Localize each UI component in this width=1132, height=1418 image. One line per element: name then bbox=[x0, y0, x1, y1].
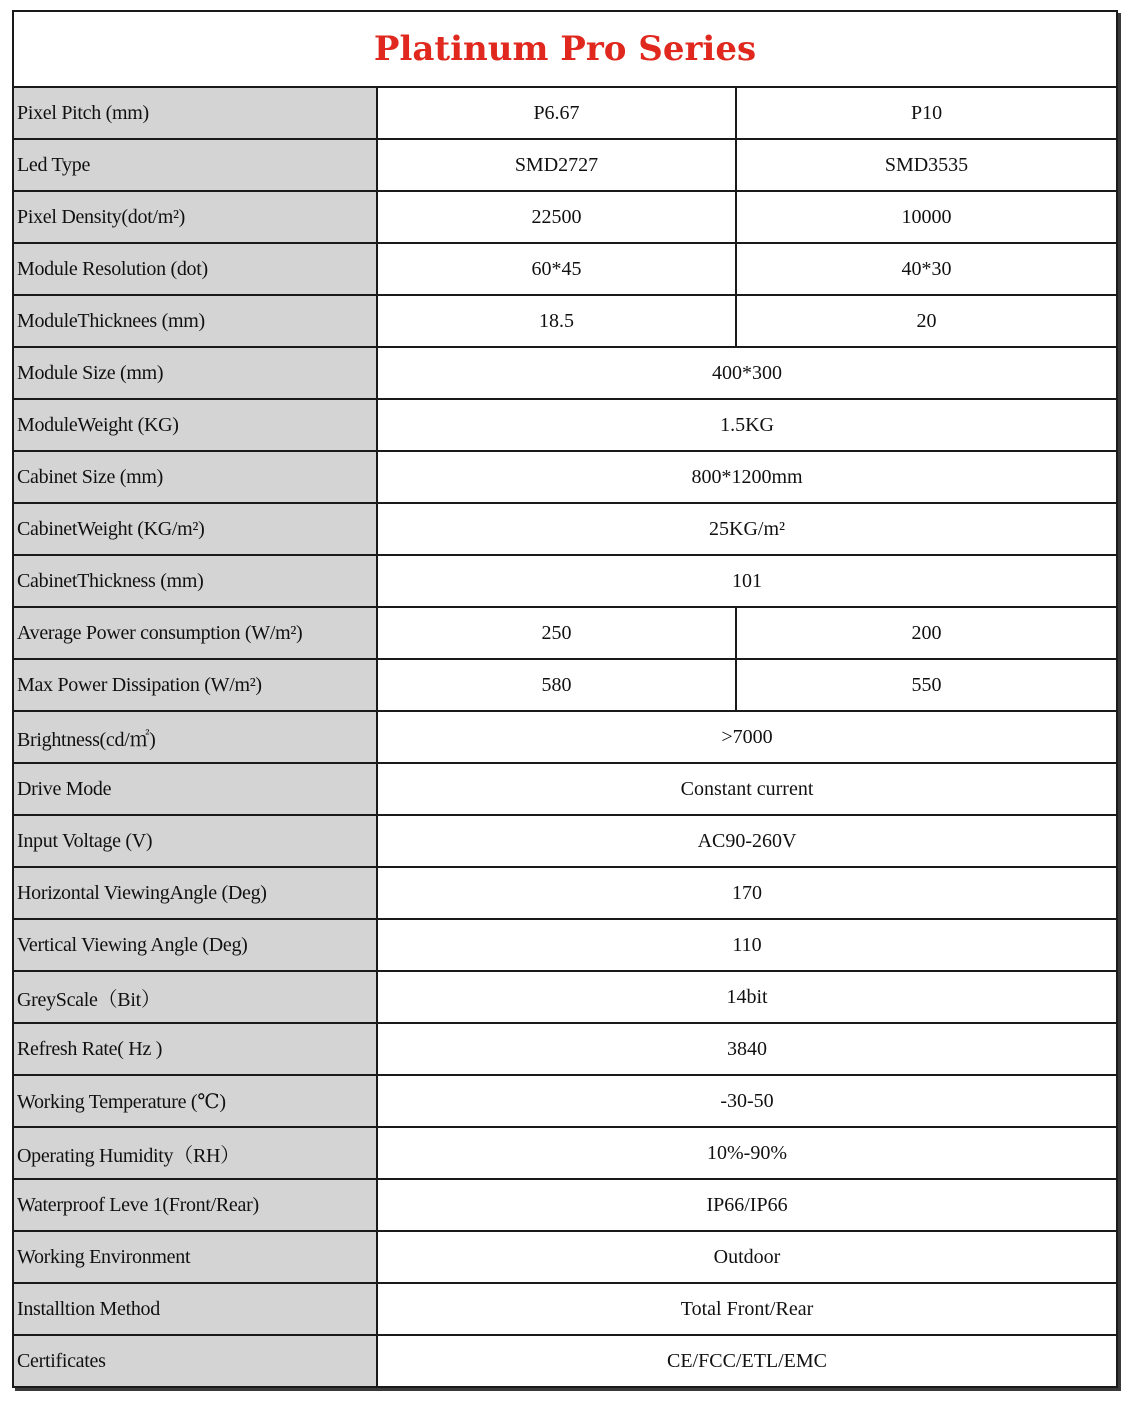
spec-label: Pixel Pitch (mm) bbox=[13, 87, 377, 139]
spec-label: Waterproof Leve 1(Front/Rear) bbox=[13, 1179, 377, 1231]
spec-value: 25KG/m² bbox=[377, 503, 1117, 555]
spec-table bbox=[12, 10, 1118, 1388]
table-row bbox=[13, 243, 1117, 295]
spec-label: Average Power consumption (W/m²) bbox=[13, 607, 377, 659]
table-row bbox=[13, 971, 1117, 1023]
spec-label: Cabinet Size (mm) bbox=[13, 451, 377, 503]
table-row bbox=[13, 139, 1117, 191]
table-row bbox=[13, 555, 1117, 607]
page-title: Platinum Pro Series bbox=[13, 11, 1117, 87]
table-row bbox=[13, 1023, 1117, 1075]
table-row bbox=[13, 451, 1117, 503]
spec-value: IP66/IP66 bbox=[377, 1179, 1117, 1231]
table-row bbox=[13, 1231, 1117, 1283]
spec-value-p6-67: 580 bbox=[377, 659, 736, 711]
spec-label: GreyScale（Bit） bbox=[13, 971, 377, 1023]
table-row bbox=[13, 711, 1117, 763]
spec-label: Operating Humidity（RH） bbox=[13, 1127, 377, 1179]
spec-value: AC90-260V bbox=[377, 815, 1117, 867]
spec-value: Total Front/Rear bbox=[377, 1283, 1117, 1335]
spec-label: Module Size (mm) bbox=[13, 347, 377, 399]
spec-value-p6-67: 18.5 bbox=[377, 295, 736, 347]
table-row bbox=[13, 659, 1117, 711]
spec-value: 101 bbox=[377, 555, 1117, 607]
spec-value: 110 bbox=[377, 919, 1117, 971]
spec-label: Horizontal ViewingAngle (Deg) bbox=[13, 867, 377, 919]
spec-value: 14bit bbox=[377, 971, 1117, 1023]
spec-label: ModuleWeight (KG) bbox=[13, 399, 377, 451]
spec-value: 170 bbox=[377, 867, 1117, 919]
table-row bbox=[13, 1335, 1117, 1387]
spec-value: Outdoor bbox=[377, 1231, 1117, 1283]
table-row bbox=[13, 87, 1117, 139]
spec-value-p6-67: P6.67 bbox=[377, 87, 736, 139]
spec-label: Module Resolution (dot) bbox=[13, 243, 377, 295]
spec-value-p10: 200 bbox=[736, 607, 1117, 659]
spec-value: Constant current bbox=[377, 763, 1117, 815]
spec-value-p6-67: 22500 bbox=[377, 191, 736, 243]
table-row bbox=[13, 815, 1117, 867]
spec-value: 800*1200mm bbox=[377, 451, 1117, 503]
table-row bbox=[13, 1283, 1117, 1335]
spec-label: Pixel Density(dot/m²) bbox=[13, 191, 377, 243]
spec-value-p10: P10 bbox=[736, 87, 1117, 139]
spec-label: Working Temperature (℃) bbox=[13, 1075, 377, 1127]
spec-value: 400*300 bbox=[377, 347, 1117, 399]
spec-value-p10: 40*30 bbox=[736, 243, 1117, 295]
spec-value: 1.5KG bbox=[377, 399, 1117, 451]
table-row bbox=[13, 919, 1117, 971]
spec-value: >7000 bbox=[377, 711, 1117, 763]
table-row bbox=[13, 1075, 1117, 1127]
spec-label: Certificates bbox=[13, 1335, 377, 1387]
table-row bbox=[13, 295, 1117, 347]
spec-value-p10: SMD3535 bbox=[736, 139, 1117, 191]
spec-label: Brightness(cd/㎡) bbox=[13, 711, 377, 763]
spec-label: Vertical Viewing Angle (Deg) bbox=[13, 919, 377, 971]
spec-value-p10: 10000 bbox=[736, 191, 1117, 243]
spec-label: ModuleThicknees (mm) bbox=[13, 295, 377, 347]
spec-label: Input Voltage (V) bbox=[13, 815, 377, 867]
spec-label: CabinetWeight (KG/m²) bbox=[13, 503, 377, 555]
spec-value-p6-67: 60*45 bbox=[377, 243, 736, 295]
spec-value-p6-67: SMD2727 bbox=[377, 139, 736, 191]
spec-value-p6-67: 250 bbox=[377, 607, 736, 659]
table-row bbox=[13, 763, 1117, 815]
table-row bbox=[13, 607, 1117, 659]
table-row bbox=[13, 399, 1117, 451]
table-row bbox=[13, 867, 1117, 919]
table-row bbox=[13, 503, 1117, 555]
title-row bbox=[13, 11, 1117, 87]
spec-label: CabinetThickness (mm) bbox=[13, 555, 377, 607]
spec-label: Installtion Method bbox=[13, 1283, 377, 1335]
spec-label: Refresh Rate( Hz ) bbox=[13, 1023, 377, 1075]
spec-label: Max Power Dissipation (W/m²) bbox=[13, 659, 377, 711]
spec-value: 3840 bbox=[377, 1023, 1117, 1075]
spec-value: 10%-90% bbox=[377, 1127, 1117, 1179]
spec-value-p10: 550 bbox=[736, 659, 1117, 711]
table-row bbox=[13, 191, 1117, 243]
spec-value: CE/FCC/ETL/EMC bbox=[377, 1335, 1117, 1387]
spec-table-body bbox=[13, 11, 1117, 1387]
spec-value: -30-50 bbox=[377, 1075, 1117, 1127]
spec-value-p10: 20 bbox=[736, 295, 1117, 347]
spec-label: Drive Mode bbox=[13, 763, 377, 815]
spec-label: Led Type bbox=[13, 139, 377, 191]
table-row bbox=[13, 1127, 1117, 1179]
spec-label: Working Environment bbox=[13, 1231, 377, 1283]
table-row bbox=[13, 1179, 1117, 1231]
table-row bbox=[13, 347, 1117, 399]
